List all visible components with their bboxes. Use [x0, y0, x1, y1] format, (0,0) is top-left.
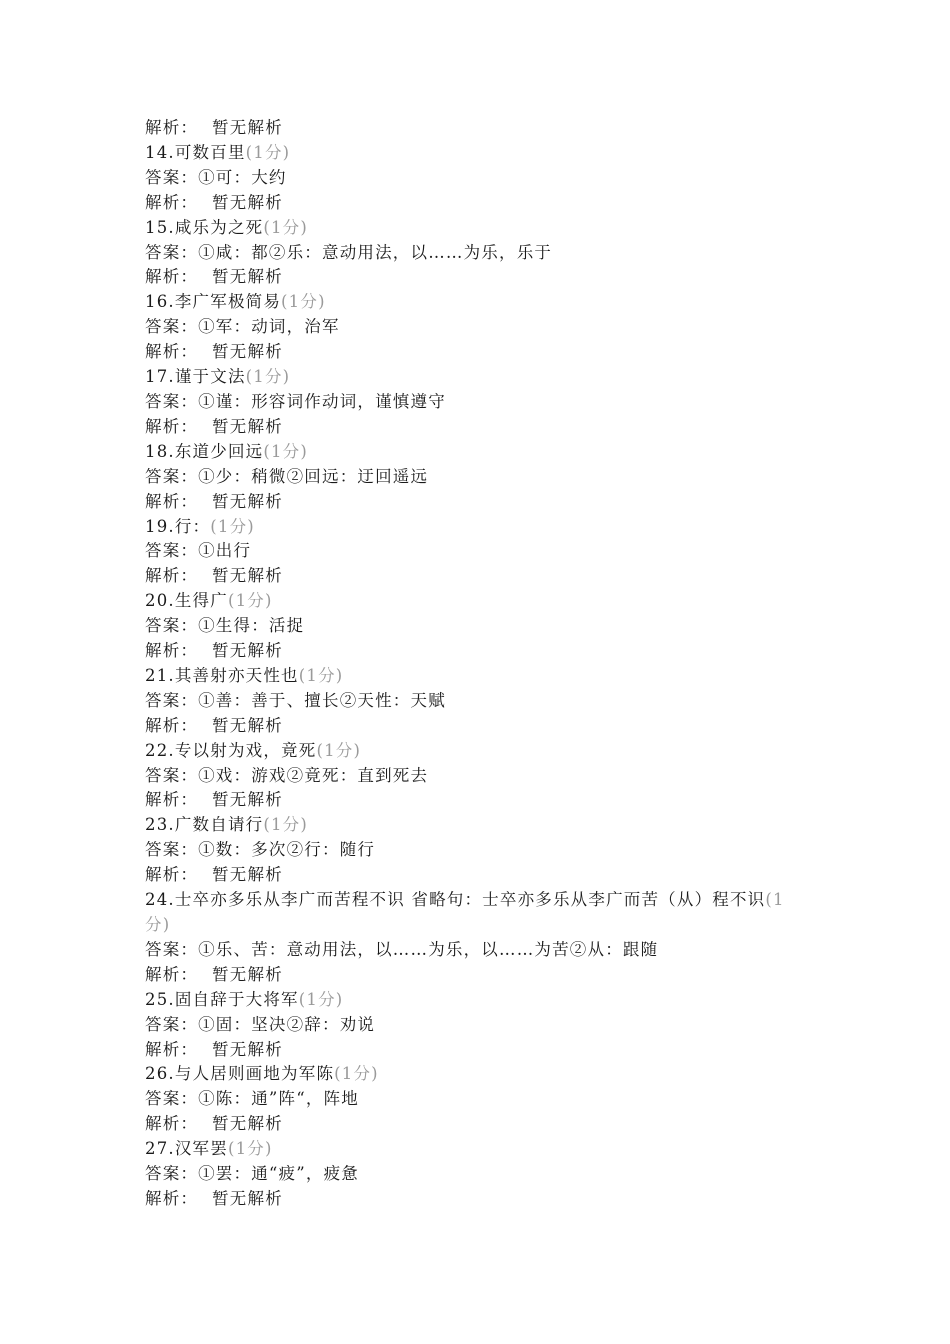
question-text: 24.士卒亦多乐从李广而苦程不识 省略句：士卒亦多乐从李广而苦（从）程不识: [145, 890, 766, 910]
analysis-label: 解析：: [145, 267, 199, 287]
analysis-text: 暂无解析: [212, 1188, 283, 1208]
question-line: [145, 813, 810, 838]
analysis-label: 解析：: [145, 416, 199, 436]
question-line: [145, 515, 810, 540]
answer-line: [145, 241, 810, 266]
score-text: (1分): [227, 1139, 273, 1159]
answer-text: ①罢：通“疲”，疲惫: [198, 1164, 359, 1184]
analysis-line: [145, 340, 810, 365]
answer-label: 答案：: [145, 1014, 199, 1034]
answer-label: 答案：: [145, 466, 199, 486]
answer-line: [145, 1013, 810, 1038]
document-page: [145, 116, 810, 1212]
score-text: (1分): [316, 740, 362, 760]
answer-text: ①谨：形容词作动词，谨慎遵守: [198, 391, 446, 411]
answer-label: 答案：: [145, 1089, 199, 1109]
analysis-label: 解析：: [145, 865, 199, 885]
analysis-label: 解析：: [145, 491, 199, 511]
analysis-label: 解析：: [145, 790, 199, 810]
question-item-27: [145, 1137, 810, 1212]
answer-label: 答案：: [145, 765, 199, 785]
question-text: 26.与人居则画地为军陈: [145, 1064, 335, 1084]
answer-line: [145, 1087, 810, 1112]
analysis-text: 暂无解析: [212, 491, 283, 511]
analysis-text: 暂无解析: [212, 416, 283, 436]
answer-label: 答案：: [145, 840, 199, 860]
question-item-21: [145, 664, 810, 739]
question-line: [145, 739, 810, 764]
question-line: [145, 440, 810, 465]
answer-label: 答案：: [145, 317, 199, 337]
question-line: [145, 589, 810, 614]
analysis-label: 解析：: [145, 1188, 199, 1208]
analysis-text: 暂无解析: [212, 715, 283, 735]
question-line: [145, 988, 810, 1013]
answer-label: 答案：: [145, 616, 199, 636]
question-item-24: [145, 888, 810, 988]
answer-text: ①陈：通”阵“，阵地: [198, 1089, 359, 1109]
answer-text: ①戏：游戏②竟死：直到死去: [198, 765, 429, 785]
score-text: (1分): [334, 1064, 379, 1084]
question-line: [145, 290, 810, 315]
question-line: [145, 1137, 810, 1162]
question-item-22: [145, 739, 810, 814]
question-text: 20.生得广: [145, 591, 228, 611]
question-line: [145, 365, 810, 390]
score-text: (1分): [298, 665, 344, 685]
answer-text: ①可：大约: [198, 167, 287, 187]
analysis-text: 暂无解析: [212, 865, 283, 885]
analysis-label: 解析：: [145, 566, 199, 586]
analysis-text: 暂无解析: [212, 566, 283, 586]
analysis-line: [145, 1112, 810, 1137]
question-item-20: [145, 589, 810, 664]
question-line: [145, 1062, 810, 1087]
answer-line: [145, 764, 810, 789]
analysis-line: [145, 415, 810, 440]
question-line: [145, 141, 810, 166]
answer-line: [145, 838, 810, 863]
score-text: (1分): [245, 367, 291, 387]
score-text: (1分): [227, 591, 273, 611]
answer-label: 答案：: [145, 391, 199, 411]
answer-line: [145, 938, 810, 963]
analysis-line: [145, 116, 810, 141]
analysis-label: 解析：: [145, 1114, 199, 1134]
question-item-25: [145, 988, 810, 1063]
question-text: 19.行：: [145, 516, 211, 536]
analysis-label: 解析：: [145, 964, 199, 984]
answer-text: ①数：多次②行：随行: [198, 840, 376, 860]
answer-label: 答案：: [145, 939, 199, 959]
answer-text: ①咸：都②乐：意动用法，以……为乐，乐于: [198, 242, 553, 262]
question-item-23: [145, 813, 810, 888]
question-line: [145, 888, 810, 938]
analysis-text: 暂无解析: [212, 267, 283, 287]
analysis-line: [145, 863, 810, 888]
answer-line: [145, 689, 810, 714]
question-line: [145, 664, 810, 689]
question-text: 22.专以射为戏，竟死: [145, 740, 317, 760]
answer-label: 答案：: [145, 1164, 199, 1184]
question-text: 27.汉军罢: [145, 1139, 228, 1159]
answer-line: [145, 614, 810, 639]
analysis-line: [145, 788, 810, 813]
question-item-17: [145, 365, 810, 440]
analysis-text: 暂无解析: [212, 1114, 283, 1134]
answer-line: [145, 539, 810, 564]
answer-text: ①善：善于、擅长②天性：天赋: [198, 690, 446, 710]
analysis-text: 暂无解析: [212, 964, 283, 984]
answer-text: ①少：稍微②回远：迂回遥远: [198, 466, 429, 486]
answer-text: ①军：动词，治军: [198, 317, 340, 337]
analysis-line: [145, 490, 810, 515]
question-text: 15.咸乐为之死: [145, 217, 264, 237]
answer-text: ①生得：活捉: [198, 616, 305, 636]
answer-line: [145, 1162, 810, 1187]
question-text: 25.固自辞于大将军: [145, 989, 299, 1009]
analysis-text: 暂无解析: [212, 641, 283, 661]
question-item-26: [145, 1062, 810, 1137]
answer-line: [145, 166, 810, 191]
answer-line: [145, 390, 810, 415]
question-text: 17.谨于文法: [145, 367, 246, 387]
score-text: (1分): [298, 989, 344, 1009]
score-text: (1分): [245, 142, 291, 162]
analysis-label: 解析：: [145, 118, 199, 137]
question-item-19: [145, 515, 810, 590]
score-text: (1分): [210, 516, 255, 536]
answer-line: [145, 465, 810, 490]
analysis-text: 暂无解析: [212, 1039, 283, 1059]
answer-line: [145, 315, 810, 340]
analysis-label: 解析：: [145, 342, 199, 362]
analysis-text: 暂无解析: [212, 342, 283, 362]
analysis-line: [145, 564, 810, 589]
question-item-14: [145, 141, 810, 216]
question-line: [145, 216, 810, 241]
analysis-line: [145, 191, 810, 216]
analysis-text: 暂无解析: [212, 192, 283, 212]
question-text: 21.其善射亦天性也: [145, 665, 299, 685]
answer-text: ①乐、苦：意动用法，以……为乐，以……为苦②从：跟随: [198, 939, 659, 959]
question-text: 14.可数百里: [145, 142, 246, 162]
analysis-line: [145, 1038, 810, 1063]
answer-text: ①固：坚决②辞：劝说: [198, 1014, 376, 1034]
analysis-text: 暂无解析: [212, 118, 283, 137]
answer-label: 答案：: [145, 242, 199, 262]
question-text: 18.东道少回远: [145, 441, 264, 461]
score-text: (1分): [145, 890, 785, 934]
analysis-label: 解析：: [145, 715, 199, 735]
question-item-18: [145, 440, 810, 515]
answer-label: 答案：: [145, 690, 199, 710]
analysis-label: 解析：: [145, 641, 199, 661]
analysis-label: 解析：: [145, 1039, 199, 1059]
analysis-label: 解析：: [145, 192, 199, 212]
answer-label: 答案：: [145, 167, 199, 187]
question-item-15: [145, 216, 810, 291]
question-text: 23.广数自请行: [145, 815, 264, 835]
analysis-line: [145, 1187, 810, 1212]
answer-label: 答案：: [145, 541, 199, 561]
score-text: (1分): [263, 217, 309, 237]
question-item-16: [145, 290, 810, 365]
analysis-line: [145, 963, 810, 988]
analysis-line: [145, 265, 810, 290]
score-text: (1分): [263, 815, 309, 835]
score-text: (1分): [281, 292, 326, 312]
analysis-text: 暂无解析: [212, 790, 283, 810]
analysis-line: [145, 714, 810, 739]
score-text: (1分): [263, 441, 309, 461]
question-text: 16.李广军极简易: [145, 292, 282, 312]
analysis-line: [145, 639, 810, 664]
answer-text: ①出行: [198, 541, 252, 561]
